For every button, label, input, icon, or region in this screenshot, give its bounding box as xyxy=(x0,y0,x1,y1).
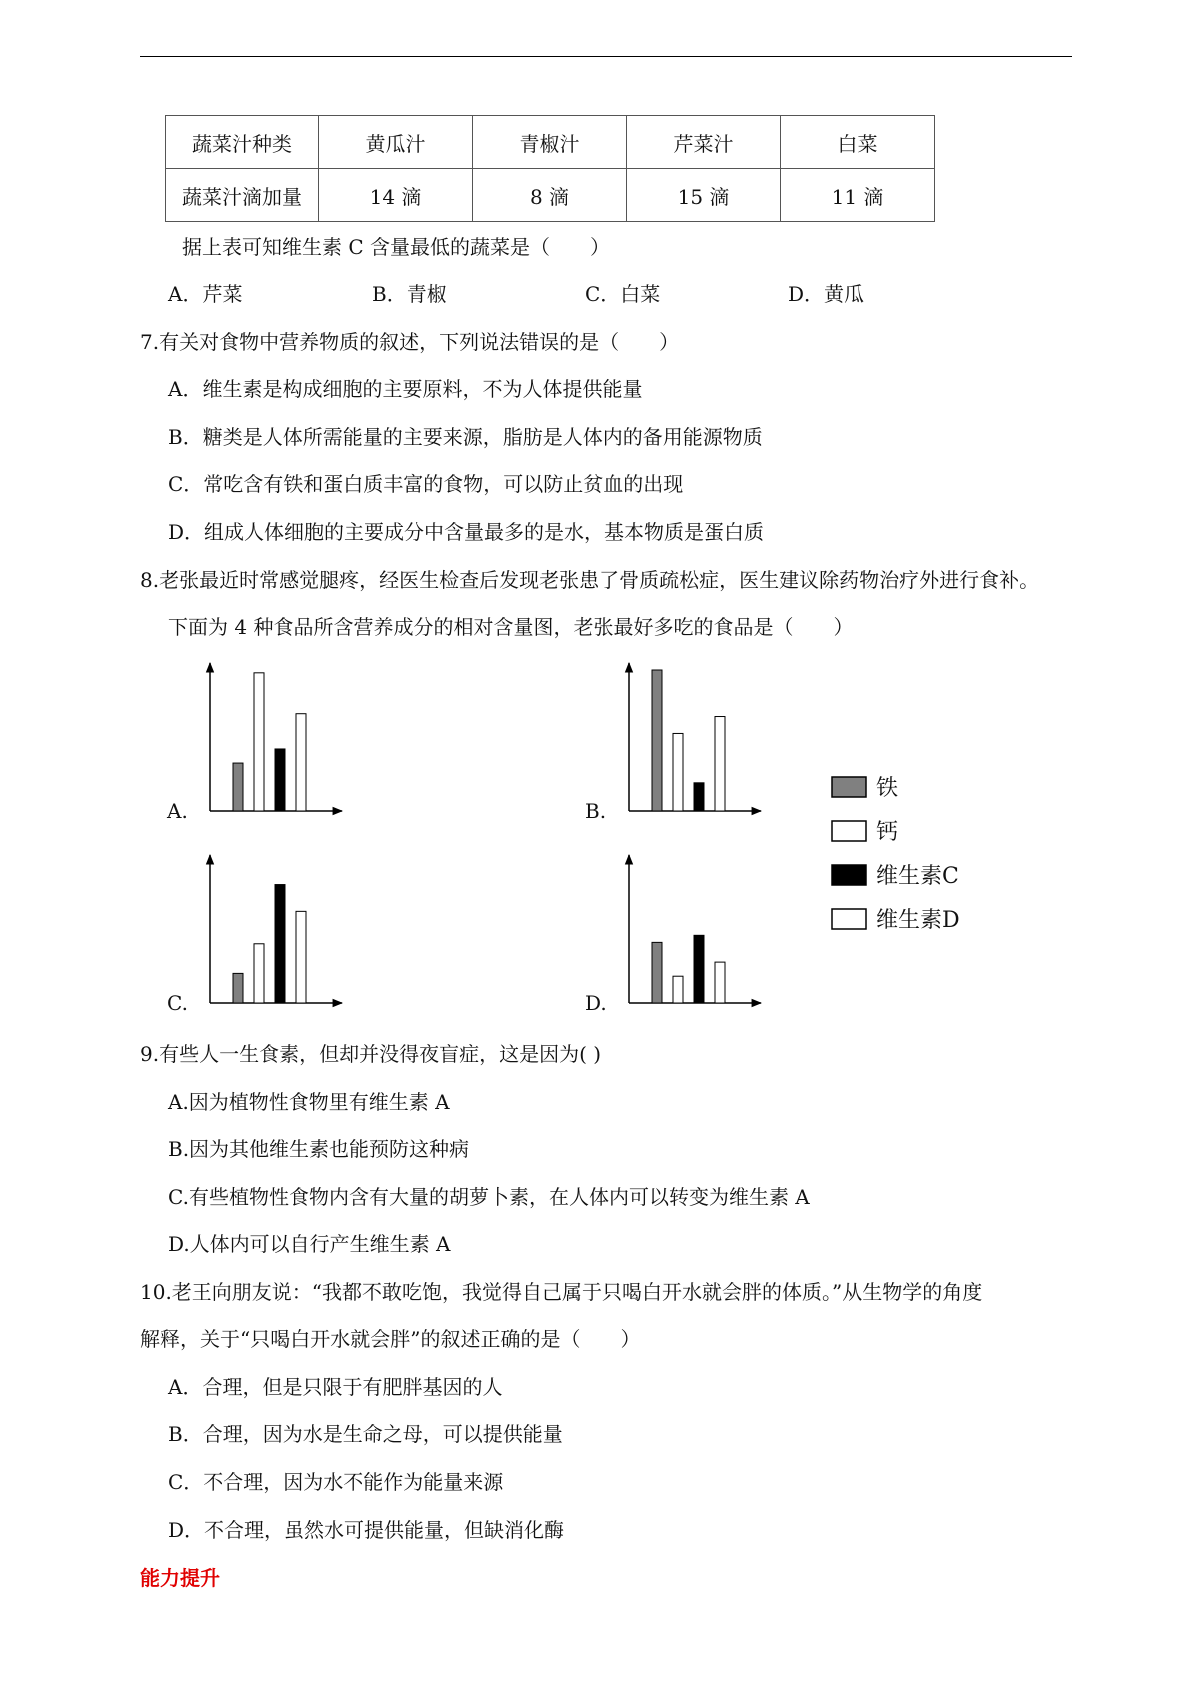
question-stem-cont: 下面为 4 种食品所含营养成分的相对含量图，老张最好多吃的食品是（ ） xyxy=(168,615,854,639)
question-stem-cont: 解释，关于“只喝白开水就会胖”的叙述正确的是（ ） xyxy=(140,1327,641,1351)
bar-2-2 xyxy=(673,733,683,811)
option-a: A.因为植物性食物里有维生素 A xyxy=(168,1090,450,1114)
option-d: D．组成人体细胞的主要成分中含量最多的是水，基本物质是蛋白质 xyxy=(168,520,765,544)
bar-4-4 xyxy=(715,962,725,1003)
chart-panel-4 xyxy=(585,855,761,1015)
question-stem: 8.老张最近时常感觉腿疼，经医生检查后发现老张患了骨质疏松症，医生建议除药物治疗外进行食补。 xyxy=(140,568,1040,592)
legend-label: 维生素C xyxy=(876,864,959,889)
panel-label: C. xyxy=(167,991,188,1015)
bar-4-3 xyxy=(694,935,704,1003)
legend-item xyxy=(832,864,959,889)
chart-panel-1 xyxy=(166,663,342,823)
bar-3-1 xyxy=(233,973,243,1003)
table-cell: 15 滴 xyxy=(627,169,781,222)
section-title: 能力提升 xyxy=(140,1566,220,1590)
option-a: A．合理，但是只限于有肥胖基因的人 xyxy=(168,1375,503,1399)
vegetable-juice-table xyxy=(165,115,935,222)
table-cell: 芹菜汁 xyxy=(627,116,781,169)
option-c: C.有些植物性食物内含有大量的胡萝卜素，在人体内可以转变为维生素 A xyxy=(168,1185,810,1209)
table-cell: 青椒汁 xyxy=(473,116,627,169)
option-a: A．维生素是构成细胞的主要原料，不为人体提供能量 xyxy=(168,377,643,401)
table-cell: 8 滴 xyxy=(473,169,627,222)
legend-item xyxy=(832,776,898,801)
table-row xyxy=(166,116,935,169)
bar-3-4 xyxy=(296,911,306,1003)
table-cell: 14 滴 xyxy=(319,169,473,222)
panel-label: A. xyxy=(167,799,188,823)
option-b: B．青椒 xyxy=(372,282,447,306)
bar-2-1 xyxy=(652,670,662,811)
bar-1-3 xyxy=(275,749,285,811)
question-stem: 10.老王向朋友说：“我都不敢吃饱，我觉得自己属于只喝白开水就会胖的体质。”从生物学的角度 xyxy=(140,1280,983,1304)
bar-1-2 xyxy=(254,673,264,811)
option-d: D.人体内可以自行产生维生素 A xyxy=(168,1232,451,1256)
bar-4-1 xyxy=(652,942,662,1003)
question-stem: 9.有些人一生食素，但却并没得夜盲症，这是因为( ) xyxy=(140,1042,602,1066)
chart-panel-3 xyxy=(167,855,342,1015)
bar-3-3 xyxy=(275,885,285,1003)
bar-1-4 xyxy=(296,714,306,811)
panel-label: B. xyxy=(585,799,607,823)
option-b: B．糖类是人体所需能量的主要来源，脂肪是人体内的备用能源物质 xyxy=(168,425,763,449)
legend-swatch xyxy=(832,909,866,929)
option-b: B．合理，因为水是生命之母，可以提供能量 xyxy=(168,1422,563,1446)
table-cell: 11 滴 xyxy=(781,169,935,222)
bar-4-2 xyxy=(673,976,683,1003)
option-a: A．芹菜 xyxy=(168,282,243,306)
table-cell: 蔬菜汁种类 xyxy=(166,116,319,169)
option-b: B.因为其他维生素也能预防这种病 xyxy=(168,1137,470,1161)
bar-3-2 xyxy=(254,944,264,1003)
question-stem: 据上表可知维生素 C 含量最低的蔬菜是（ ） xyxy=(182,235,611,259)
option-d: D．不合理，虽然水可提供能量，但缺消化酶 xyxy=(168,1518,565,1542)
legend-swatch xyxy=(832,865,866,885)
legend-swatch xyxy=(832,821,866,841)
bar-1-1 xyxy=(233,763,243,811)
table-cell: 白菜 xyxy=(781,116,935,169)
option-c: C．不合理，因为水不能作为能量来源 xyxy=(168,1470,504,1494)
option-c: C．常吃含有铁和蛋白质丰富的食物，可以防止贫血的出现 xyxy=(168,472,684,496)
question-stem: 7.有关对食物中营养物质的叙述，下列说法错误的是（ ） xyxy=(140,330,680,354)
chart-panel-2 xyxy=(585,663,761,823)
bar-2-4 xyxy=(715,717,725,811)
legend-swatch xyxy=(832,777,866,797)
table-row xyxy=(166,169,935,222)
header-rule xyxy=(140,56,1072,57)
bar-2-3 xyxy=(694,783,704,811)
nutrient-bar-charts xyxy=(0,650,1200,1030)
panel-label: D. xyxy=(585,991,607,1015)
option-c: C．白菜 xyxy=(585,282,661,306)
legend-item xyxy=(832,820,898,845)
legend-label: 维生素D xyxy=(876,908,960,933)
table-cell: 蔬菜汁滴加量 xyxy=(166,169,319,222)
option-d: D．黄瓜 xyxy=(788,282,865,306)
legend-label: 铁 xyxy=(876,776,899,801)
table-cell: 黄瓜汁 xyxy=(319,116,473,169)
legend-item xyxy=(832,908,960,933)
legend-label: 钙 xyxy=(876,820,899,845)
